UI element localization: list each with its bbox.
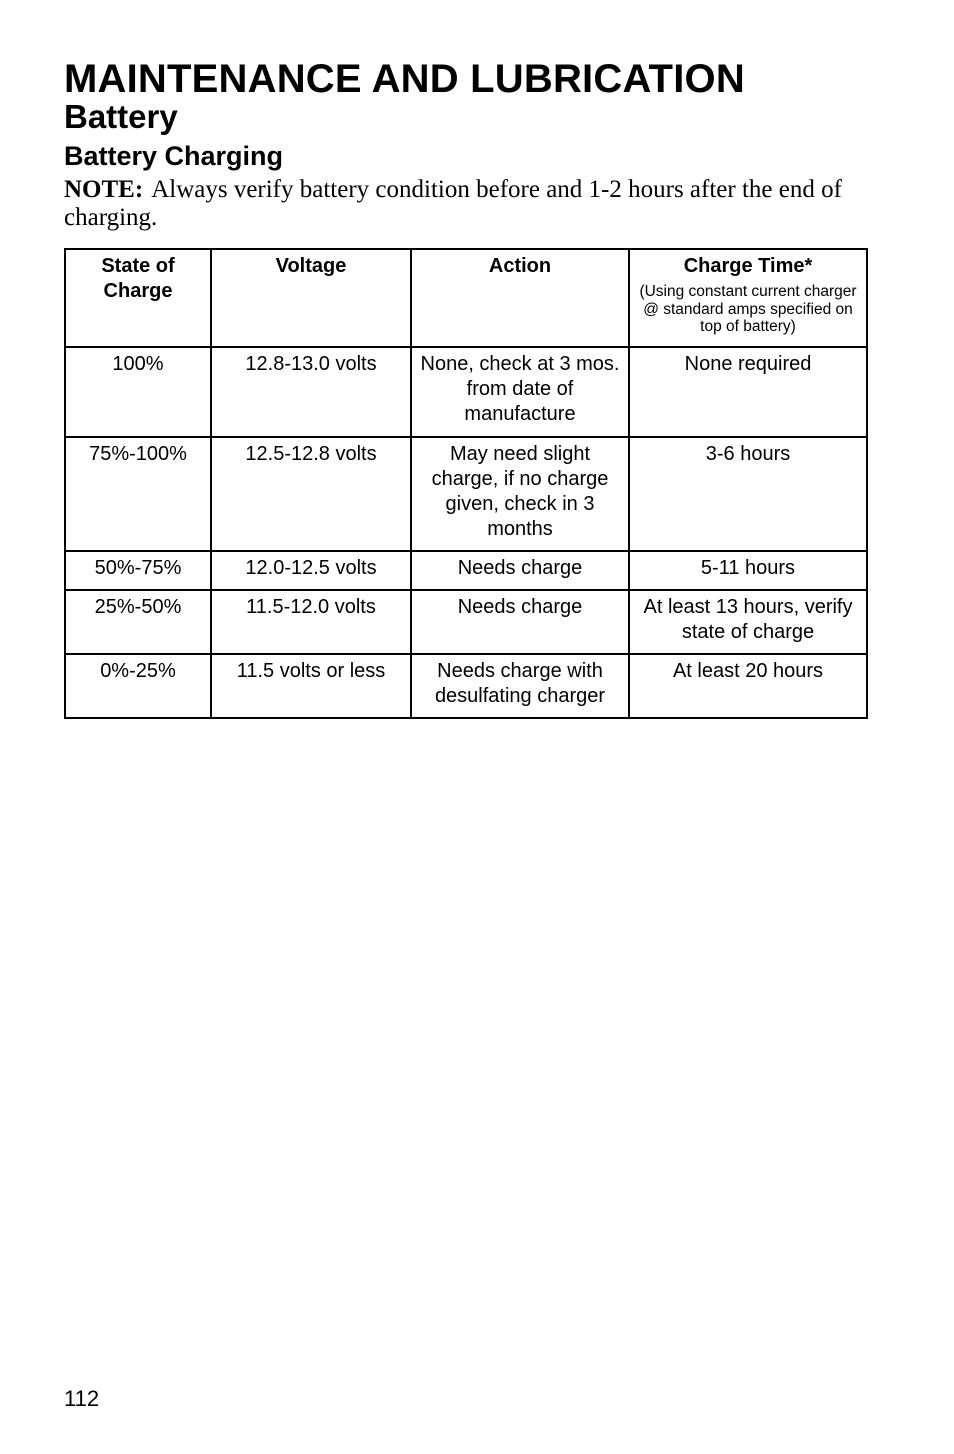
manual-page: [64, 56, 866, 719]
note-paragraph: [64, 176, 864, 232]
column-header-label: Charge Time*: [683, 255, 813, 277]
page-number: 112: [64, 1386, 100, 1411]
note-text: Always verify battery condition before and 1-2 hours after the end of charging.: [64, 176, 842, 231]
cell-voltage: 12.5-12.8 volts: [211, 437, 411, 551]
column-header-charge-time: [629, 249, 867, 347]
note-label: NOTE:: [64, 176, 144, 203]
column-header-label: Voltage: [275, 255, 347, 277]
column-header-action: [411, 249, 629, 347]
cell-voltage: 12.0-12.5 volts: [211, 551, 411, 590]
cell-action: Needs charge: [411, 590, 629, 654]
cell-state: 75%-100%: [65, 437, 211, 551]
section-title: MAINTENANCE AND LUBRICATION: [64, 57, 745, 101]
cell-charge-time: 3-6 hours: [629, 437, 867, 551]
subsection-title: Battery: [64, 98, 178, 135]
cell-action: Needs charge: [411, 551, 629, 590]
cell-charge-time: At least 13 hours, verify state of charge: [629, 590, 867, 654]
column-header-label: State of Charge: [101, 255, 175, 302]
table-row: [65, 654, 867, 718]
cell-charge-time: 5-11 hours: [629, 551, 867, 590]
table-header-row: [65, 249, 867, 347]
cell-voltage: 11.5-12.0 volts: [211, 590, 411, 654]
column-header-label: Action: [488, 255, 552, 277]
column-header-state: [65, 249, 211, 347]
column-header-voltage: [211, 249, 411, 347]
table-row: [65, 437, 867, 551]
column-header-note: (Using constant current charger @ standard amps specified on top of battery): [639, 283, 857, 335]
cell-action: May need slight charge, if no charge given, check in 3 months: [411, 437, 629, 551]
table-row: [65, 347, 867, 437]
cell-state: 25%-50%: [65, 590, 211, 654]
topic-title: Battery Charging: [64, 141, 284, 171]
cell-charge-time: None required: [629, 347, 867, 437]
cell-state: 100%: [65, 347, 211, 437]
cell-voltage: 11.5 volts or less: [211, 654, 411, 718]
battery-charging-table: [64, 248, 868, 719]
table-row: [65, 551, 867, 590]
cell-voltage: 12.8-13.0 volts: [211, 347, 411, 437]
cell-action: None, check at 3 mos. from date of manufacture: [411, 347, 629, 437]
cell-state: 50%-75%: [65, 551, 211, 590]
cell-state: 0%-25%: [65, 654, 211, 718]
cell-charge-time: At least 20 hours: [629, 654, 867, 718]
cell-action: Needs charge with desulfating charger: [411, 654, 629, 718]
table-row: [65, 590, 867, 654]
